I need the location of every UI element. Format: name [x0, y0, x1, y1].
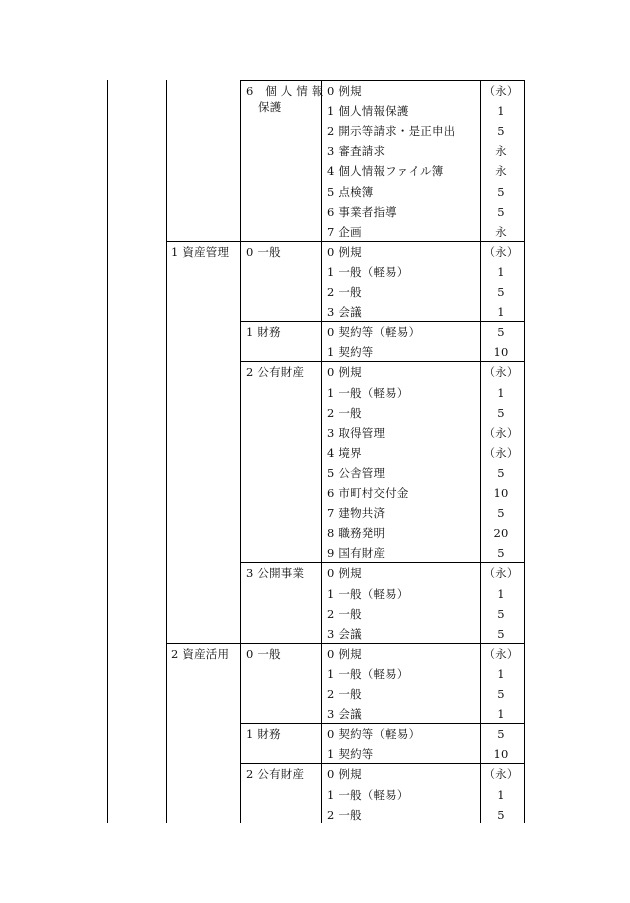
item-label: 1 一般（軽易） — [327, 385, 409, 400]
subcategory-label: 1 財務 — [246, 325, 281, 340]
retention-period: 1 — [497, 264, 505, 279]
table-top-border — [240, 80, 524, 81]
retention-period: （永） — [483, 365, 519, 380]
retention-period: 5 — [497, 727, 505, 742]
table-border-right — [524, 80, 525, 823]
retention-period: 10 — [493, 486, 509, 500]
item-label: 2 開示等請求・是正申出 — [327, 124, 456, 139]
retention-period: 5 — [497, 124, 505, 139]
item-label: 1 個人情報保護 — [327, 104, 409, 119]
retention-period: 1 — [497, 305, 505, 320]
retention-period: （永） — [483, 84, 519, 98]
retention-period: 永 — [495, 224, 507, 239]
group-divider — [166, 241, 524, 242]
item-label: 8 職務発明 — [327, 526, 386, 541]
item-label: 1 契約等 — [327, 345, 374, 360]
retention-period: 1 — [497, 666, 505, 681]
item-label: 3 会議 — [327, 305, 362, 320]
group-divider — [240, 361, 524, 362]
item-label: 2 一般 — [327, 807, 362, 822]
retention-period: （永） — [483, 425, 519, 440]
item-label: 0 例規 — [327, 566, 362, 581]
retention-period: 10 — [493, 747, 509, 762]
item-label: 0 契約等（軽易） — [327, 727, 421, 742]
group-divider — [240, 763, 524, 764]
retention-period: 1 — [497, 104, 505, 119]
item-label: 0 例規 — [327, 767, 362, 782]
retention-period: 5 — [497, 506, 505, 521]
retention-period: 1 — [497, 787, 505, 802]
group-divider — [240, 321, 524, 322]
item-label: 7 企画 — [327, 224, 362, 239]
item-label: 2 一般 — [327, 687, 362, 701]
retention-period: 5 — [497, 204, 505, 219]
item-label: 1 契約等 — [327, 747, 374, 762]
retention-period: 永 — [495, 164, 507, 179]
category-label: 1 資産管理 — [171, 244, 230, 259]
retention-period: 5 — [497, 606, 505, 621]
item-label: 5 公舎管理 — [327, 465, 386, 480]
item-label: 7 建物共済 — [327, 506, 386, 521]
item-label: 4 個人情報ファイル簿 — [327, 164, 444, 179]
retention-period: （永） — [483, 566, 519, 581]
retention-period: 5 — [497, 465, 505, 480]
retention-period: （永） — [483, 646, 519, 661]
item-label: 3 会議 — [327, 626, 362, 641]
retention-period: 5 — [497, 285, 505, 299]
item-label: 6 市町村交付金 — [327, 486, 409, 500]
retention-period: 5 — [497, 184, 505, 199]
column-divider-1 — [166, 80, 167, 823]
item-label: 0 例規 — [327, 365, 362, 380]
retention-period: 10 — [493, 345, 509, 360]
retention-period: 5 — [497, 405, 505, 420]
subcategory-label: 1 財務 — [246, 727, 281, 742]
retention-period: 1 — [497, 707, 505, 722]
item-label: 2 一般 — [327, 606, 362, 621]
item-label: 6 事業者指導 — [327, 204, 397, 219]
item-label: 5 点検簿 — [327, 184, 374, 199]
retention-period: 5 — [497, 546, 505, 561]
retention-period: 1 — [497, 586, 505, 601]
group-divider — [166, 643, 524, 644]
item-label: 9 国有財産 — [327, 546, 386, 561]
subcategory-label: 2 公有財産 — [246, 767, 305, 782]
retention-period: 5 — [497, 687, 505, 701]
category-label: 2 資産活用 — [171, 646, 230, 661]
retention-period: 5 — [497, 626, 505, 641]
group-divider — [240, 562, 524, 563]
table-border-left — [107, 80, 108, 823]
subcategory-label: 3 公開事業 — [246, 566, 305, 581]
item-label: 3 審査請求 — [327, 144, 386, 159]
item-label: 3 会議 — [327, 707, 362, 722]
retention-period: 5 — [497, 325, 505, 340]
item-label: 1 一般（軽易） — [327, 666, 409, 681]
retention-period: （永） — [483, 767, 519, 782]
item-label: 0 例規 — [327, 84, 362, 98]
item-label: 0 契約等（軽易） — [327, 325, 421, 340]
column-divider-2 — [240, 80, 241, 823]
retention-period: 永 — [495, 144, 507, 159]
group-divider — [240, 723, 524, 724]
subcategory-label-cont: 保護 — [258, 100, 282, 114]
item-label: 0 例規 — [327, 244, 362, 259]
subcategory-label: 0 一般 — [246, 244, 281, 259]
retention-period: 1 — [497, 385, 505, 400]
item-label: 4 境界 — [327, 445, 362, 460]
item-label: 1 一般（軽易） — [327, 586, 409, 601]
item-label: 1 一般（軽易） — [327, 264, 409, 279]
item-label: 1 一般（軽易） — [327, 787, 409, 802]
subcategory-label: 0 一般 — [246, 646, 281, 661]
retention-period: 5 — [497, 807, 505, 822]
item-label: 0 例規 — [327, 646, 362, 661]
item-label: 3 取得管理 — [327, 425, 386, 440]
retention-period: 20 — [493, 526, 509, 541]
retention-period: （永） — [483, 445, 519, 460]
item-label: 2 一般 — [327, 285, 362, 299]
subcategory-label: 2 公有財産 — [246, 365, 305, 380]
subcategory-label: 6 個 人 情 報 — [246, 84, 324, 98]
item-label: 2 一般 — [327, 405, 362, 420]
retention-period: （永） — [483, 244, 519, 259]
column-divider-3 — [321, 80, 322, 823]
